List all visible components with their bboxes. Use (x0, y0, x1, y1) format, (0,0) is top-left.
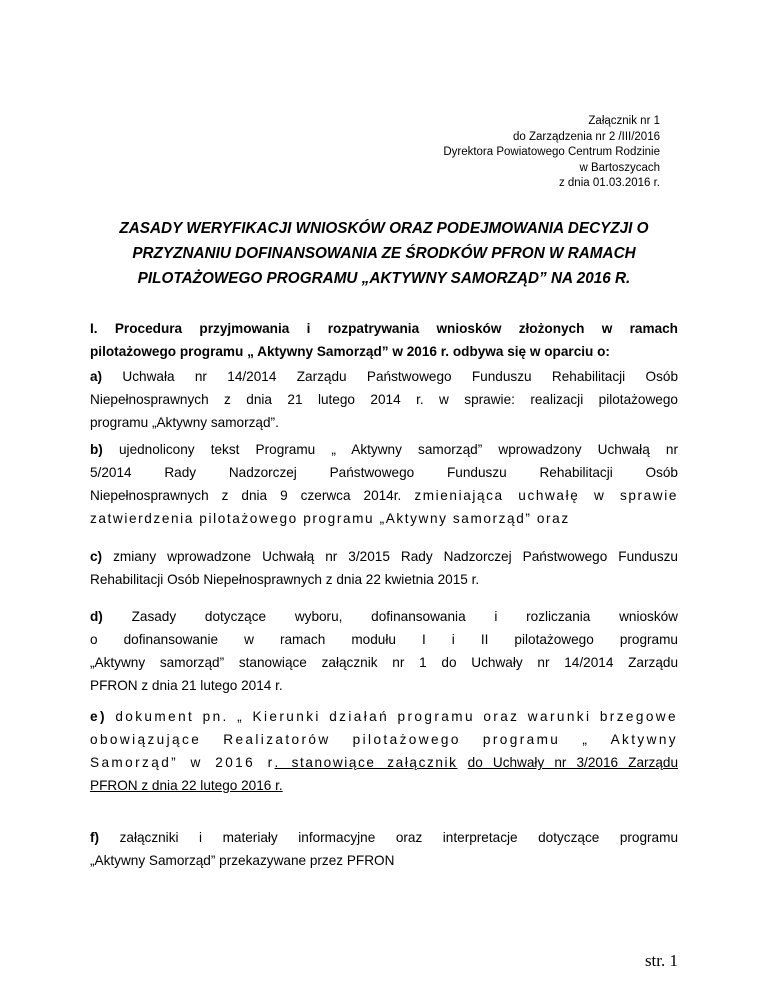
section-heading (90, 317, 678, 363)
item-label: e) (90, 709, 107, 724)
item-f (90, 826, 678, 872)
page-number: str. 1 (644, 951, 678, 970)
annex-line: Załącznik nr 1 (588, 115, 660, 127)
item-text: programu „Aktywny samorząd”. (90, 415, 279, 430)
annex-line: w Bartoszycach (579, 161, 660, 174)
item-label: c) (90, 549, 103, 564)
annex-header (443, 114, 660, 192)
item-text: PFRON z dnia 22 lutego 2016 r. (90, 778, 283, 793)
item-text: dokument pn. „ Kierunki działań programu oraz warunki brzegowe (115, 709, 678, 724)
annex-line: z dnia 01.03.2016 r. (558, 177, 660, 190)
item-text: Uchwała nr 14/2014 Zarządu Państwowego Funduszu Rehabilitacji Osób (122, 369, 679, 384)
item-text: PFRON z dnia 21 lutego 2014 r. (90, 678, 283, 693)
item-text: Niepełnosprawnych z dnia 21 lutego 2014 r. w sprawie: realizacji pilotażowego (90, 392, 678, 407)
annex-line: do Zarządzenia nr 2 /III/2016 (512, 130, 660, 143)
item-text: załączniki i materiały informacyjne oraz interpretacje dotyczące programu (119, 830, 679, 845)
item-c (90, 545, 678, 591)
item-text: Niepełnosprawnych z dnia 9 czerwca 2014r. (90, 488, 402, 503)
item-label: a) (90, 369, 103, 384)
item-text: obowiązujące Realizatorów pilotażowego programu „ Aktywny (90, 732, 678, 747)
item-b (90, 438, 678, 530)
section-heading-line: pilotażowego programu „ Aktywny Samorząd” w 2016 r. odbywa się w oparciu o: (90, 344, 610, 359)
item-e (90, 705, 678, 797)
title-line: PRZYZNANIU DOFINANSOWANIA ZE ŚRODKÓW PFRON W RAMACH (132, 245, 636, 262)
item-label: b) (90, 442, 103, 457)
item-label: d) (90, 609, 103, 624)
item-text: o dofinansowanie w ramach modułu I i II pilotażowego programu (90, 632, 678, 647)
item-d (90, 605, 678, 697)
title-line: PILOTAŻOWEGO PROGRAMU „AKTYWNY SAMORZĄD” NA 2016 R. (137, 270, 631, 287)
item-text: ujednolicony tekst Programu „ Aktywny samorząd” wprowadzony Uchwałą nr (118, 442, 678, 457)
item-text: Samorząd” w 2016 r (90, 755, 275, 770)
section-heading-line: I. Procedura przyjmowania i rozpatrywania wniosków złożonych w ramach (90, 321, 678, 336)
item-text: „Aktywny Samorząd” przekazywane przez PFRON (90, 853, 395, 868)
annex-line: Dyrektora Powiatowego Centrum Rodzinie (443, 146, 660, 159)
item-text: Rehabilitacji Osób Niepełnosprawnych z dnia 22 kwietnia 2015 r. (90, 572, 480, 587)
document-title (90, 216, 678, 291)
item-text: . stanowiące załącznik (274, 755, 458, 770)
item-label: f) (90, 830, 100, 845)
item-text: Zasady dotyczące wyboru, dofinansowania i rozliczania wniosków (131, 609, 678, 624)
item-text: zmieniająca uchwałę w sprawie (414, 488, 679, 503)
item-text: zmiany wprowadzone Uchwałą nr 3/2015 Rady Nadzorczej Państwowego Funduszu (113, 549, 678, 564)
item-text: 5/2014 Rady Nadzorczej Państwowego Funduszu Rehabilitacji Osób (90, 465, 678, 480)
item-a (90, 365, 678, 434)
title-line: ZASADY WERYFIKACJI WNIOSKÓW ORAZ PODEJMOWANIA DECYZJI O (119, 220, 649, 237)
item-text: „Aktywny samorząd” stanowiące załącznik nr 1 do Uchwały nr 14/2014 Zarządu (90, 655, 678, 670)
item-text: do Uchwały nr 3/2016 Zarządu (467, 755, 679, 770)
item-text: zatwierdzenia pilotażowego programu „Aktywny samorząd” oraz (90, 511, 570, 526)
